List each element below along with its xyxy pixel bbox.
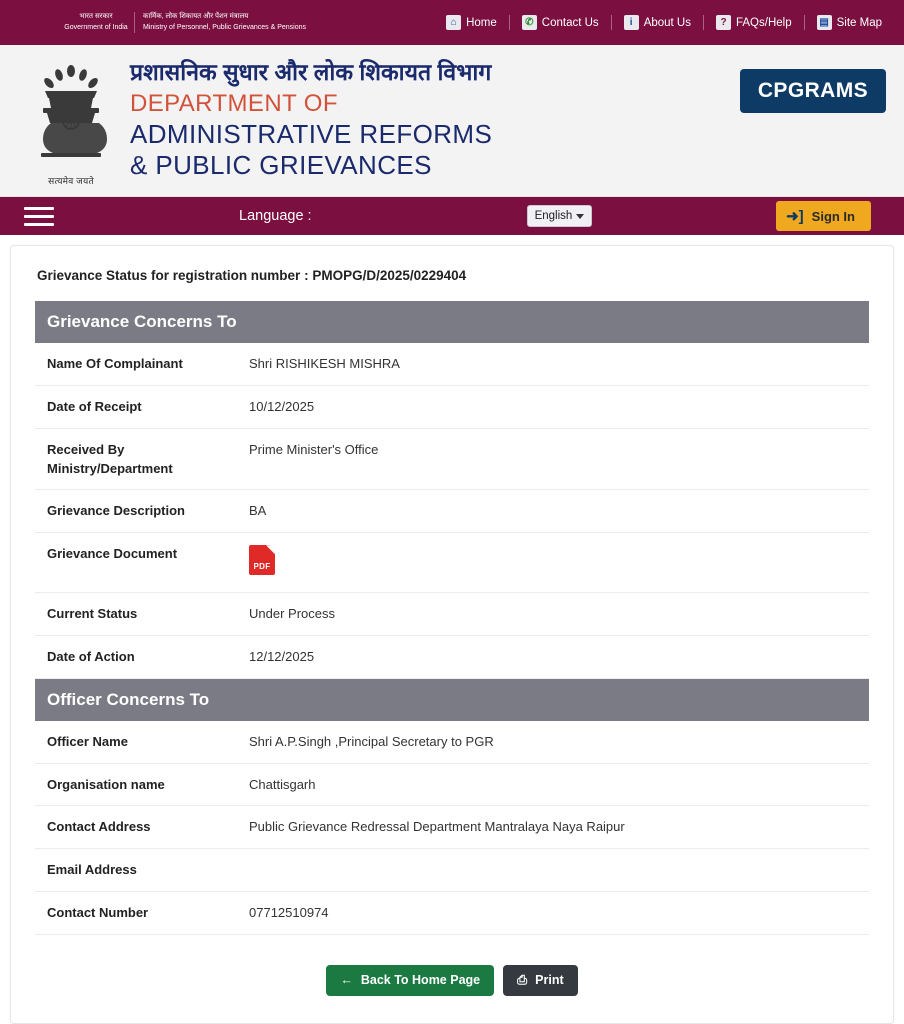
row-value: Shri RISHIKESH MISHRA [249,356,400,371]
row-label: Email Address [47,862,137,878]
language-select-value: English [534,210,573,222]
row-value: Shri A.P.Singh ,Principal Secretary to PGR [249,733,494,749]
table-row [35,764,869,807]
row-value: 10/12/2025 [249,398,315,414]
section-header-grievance-concerns-to: Grievance Concerns To [35,301,869,343]
pdf-icon-label: PDF [253,561,271,571]
sitemap-icon: ▤ [817,15,832,30]
row-label: Officer Name [47,733,128,749]
emblem-motto: सत्यमेव जयते [48,175,94,186]
top-link-about-us[interactable] [611,15,703,30]
home-icon: ⌂ [446,15,461,30]
top-nav-links [434,15,894,30]
table-row [35,386,869,429]
top-link-site-map[interactable] [804,15,894,30]
top-link-site-map-label: Site Map [836,16,882,29]
government-identity [60,12,306,32]
table-row [35,593,869,636]
language-select[interactable] [527,205,593,227]
title-english-line2: & PUBLIC GRIEVANCES [130,150,432,181]
table-row [35,636,869,679]
table-row [35,721,869,764]
action-buttons [35,935,869,1006]
row-value: Chattisgarh [249,776,316,792]
national-emblem-icon [28,55,114,187]
table-row [35,892,869,935]
row-value: 12/12/2025 [249,648,315,664]
top-link-faqs-help-label: FAQs/Help [736,16,792,29]
row-value: Prime Minister's Office [249,441,379,457]
chevron-down-icon [576,214,584,219]
row-label: Current Status [47,606,138,622]
phone-icon: ✆ [522,15,537,30]
table-row [35,490,869,533]
row-label: Received By Ministry/Department [47,441,173,476]
login-arrow-icon: ➜] [786,208,804,225]
printer-icon: ⎙ [517,972,528,987]
page-title: Grievance Status for registration number : PMOPG/D/2025/0229404 [37,268,467,283]
row-label: Contact Address [47,819,151,835]
table-row [35,343,869,386]
top-link-contact-us[interactable] [509,15,611,30]
question-icon: ? [716,15,731,30]
title-hindi: प्रशासनिक सुधार और लोक शिकायत विभाग [130,58,492,85]
arrow-left-icon: ← [340,973,353,988]
table-row [35,429,869,491]
row-label: Organisation name [47,776,165,792]
row-label: Date of Receipt [47,398,142,414]
top-link-contact-us-label: Contact Us [541,16,599,29]
gov-hindi-line1: भारत सरकार [79,13,113,21]
title-english-line1: ADMINISTRATIVE REFORMS [130,118,493,149]
table-row [35,533,869,593]
table-row [35,806,869,849]
section-header-officer-concerns-to: Officer Concerns To [35,679,869,721]
print-label: Print [535,973,564,988]
row-label: Contact Number [47,905,149,921]
row-value: Public Grievance Redressal Department Mantralaya Naya Raipur [249,819,625,835]
top-link-home-label: Home [466,16,497,29]
pdf-document-icon[interactable] [249,545,275,575]
menu-icon[interactable] [24,207,54,226]
cpgrams-badge[interactable]: CPGRAMS [740,69,886,113]
row-value: BA [249,503,267,519]
sign-in-button[interactable] [776,201,871,231]
row-value [249,545,275,581]
print-button[interactable] [503,965,578,996]
row-label: Date of Action [47,648,135,664]
row-label: Grievance Description [47,503,185,519]
table-row [35,849,869,892]
title-department: DEPARTMENT OF [130,89,338,117]
top-link-home[interactable] [434,15,509,30]
top-link-about-us-label: About Us [643,16,691,29]
ministry-english-line: Ministry of Personnel, Public Grievances & Pensions [143,23,307,31]
sign-in-label: Sign In [811,208,855,224]
grievance-status-card [10,245,894,1024]
page-content [0,235,904,1024]
row-label: Grievance Document [47,546,178,562]
top-utility-bar [0,0,904,45]
top-link-faqs-help[interactable] [703,15,804,30]
back-to-home-label: Back To Home Page [360,973,481,988]
row-label: Name Of Complainant [47,356,183,371]
row-value: 07712510974 [249,905,329,921]
main-nav-bar [0,197,904,235]
ministry-hindi-line: कार्मिक, लोक शिकायत और पेंशन मंत्रालय [143,13,249,21]
site-title-block [114,59,492,182]
site-header [0,45,904,197]
status-badge: Under Process [249,606,335,622]
language-label: Language : [239,208,312,224]
info-icon: i [624,15,639,30]
back-to-home-button[interactable] [326,965,494,996]
gov-english-line1: Government of India [64,23,128,31]
